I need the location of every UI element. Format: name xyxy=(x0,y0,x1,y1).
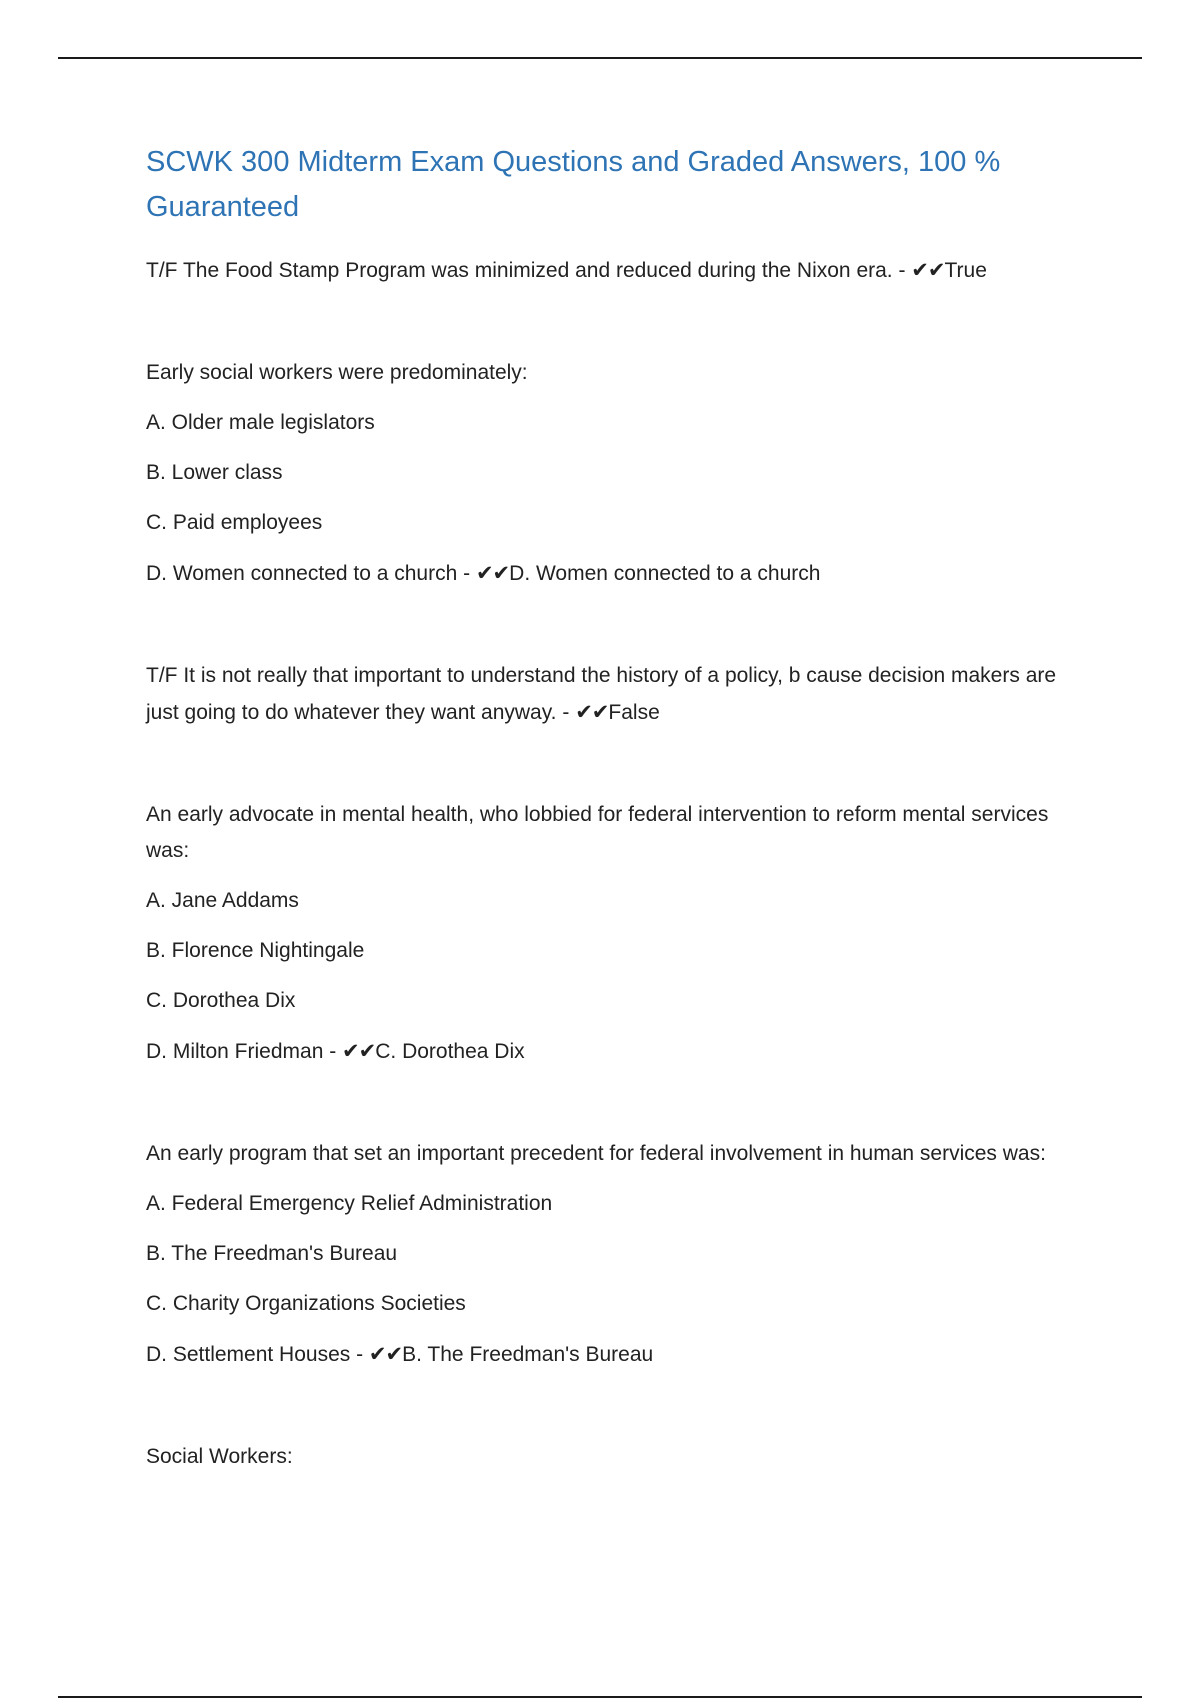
question-text xyxy=(146,355,1086,391)
question-block xyxy=(146,658,1086,731)
question-block xyxy=(146,797,1086,1070)
line-text: B. Florence Nightingale xyxy=(146,939,365,962)
question-text xyxy=(146,658,1086,731)
line-text: An early advocate in mental health, who lobbied for federal intervention to reform mental services was: xyxy=(146,803,1049,862)
question-list xyxy=(146,252,1086,1475)
answer-option xyxy=(146,555,1086,592)
correct-answer: False xyxy=(608,701,660,724)
document-body xyxy=(146,140,1086,1489)
question-block xyxy=(146,252,1086,289)
question-spacer xyxy=(146,606,1086,658)
line-text: B. The Freedman's Bureau xyxy=(146,1242,398,1265)
line-text: C. Charity Organizations Societies xyxy=(146,1292,466,1315)
answer-option xyxy=(146,405,1086,441)
line-text: C. Dorothea Dix xyxy=(146,989,296,1012)
correct-answer: True xyxy=(944,259,987,282)
double-check-icon: ✔✔ xyxy=(475,561,510,585)
question-spacer xyxy=(146,745,1086,797)
line-text: C. Paid employees xyxy=(146,511,323,534)
header-rule xyxy=(58,57,1142,59)
line-text: D. Settlement Houses - xyxy=(146,1343,369,1366)
answer-option xyxy=(146,883,1086,919)
double-check-icon: ✔✔ xyxy=(575,700,609,724)
question-block xyxy=(146,355,1086,592)
question-text xyxy=(146,252,1086,289)
answer-option xyxy=(146,455,1086,491)
line-text: D. Milton Friedman - xyxy=(146,1040,343,1063)
question-spacer xyxy=(146,1387,1086,1439)
double-check-icon: ✔✔ xyxy=(911,258,945,282)
line-text: A. Jane Addams xyxy=(146,889,299,912)
answer-option xyxy=(146,1286,1086,1322)
double-check-icon: ✔✔ xyxy=(368,1342,403,1366)
correct-answer: B. The Freedman's Bureau xyxy=(402,1343,654,1366)
line-text: An early program that set an important precedent for federal involvement in human services was: xyxy=(146,1142,1046,1165)
document-title: SCWK 300 Midterm Exam Questions and Graded Answers, 100 % Guaranteed xyxy=(146,146,1001,223)
answer-option xyxy=(146,505,1086,541)
correct-answer: D. Women connected to a church xyxy=(509,562,821,585)
answer-option xyxy=(146,1186,1086,1222)
line-text: T/F It is not really that important to understand the history of a policy, b cause decision makers are just going to do whatever they want anyway. - xyxy=(146,664,1057,724)
question-text xyxy=(146,1439,1086,1475)
line-text: Social Workers: xyxy=(146,1445,293,1468)
line-text: A. Older male legislators xyxy=(146,411,375,434)
correct-answer: C. Dorothea Dix xyxy=(375,1040,525,1063)
answer-option xyxy=(146,983,1086,1019)
question-spacer xyxy=(146,1084,1086,1136)
line-text: B. Lower class xyxy=(146,461,283,484)
answer-option xyxy=(146,933,1086,969)
double-check-icon: ✔✔ xyxy=(342,1039,376,1063)
question-block xyxy=(146,1439,1086,1475)
line-text: T/F The Food Stamp Program was minimized and reduced during the Nixon era. - xyxy=(146,259,912,282)
answer-option xyxy=(146,1336,1086,1373)
question-block xyxy=(146,1136,1086,1373)
question-text xyxy=(146,1136,1086,1172)
line-text: A. Federal Emergency Relief Administration xyxy=(146,1192,553,1215)
question-spacer xyxy=(146,303,1086,355)
line-text: Early social workers were predominately: xyxy=(146,361,528,384)
answer-option xyxy=(146,1033,1086,1070)
answer-option xyxy=(146,1236,1086,1272)
line-text: D. Women connected to a church - xyxy=(146,562,476,585)
question-text xyxy=(146,797,1086,869)
footer-rule xyxy=(58,1696,1142,1698)
